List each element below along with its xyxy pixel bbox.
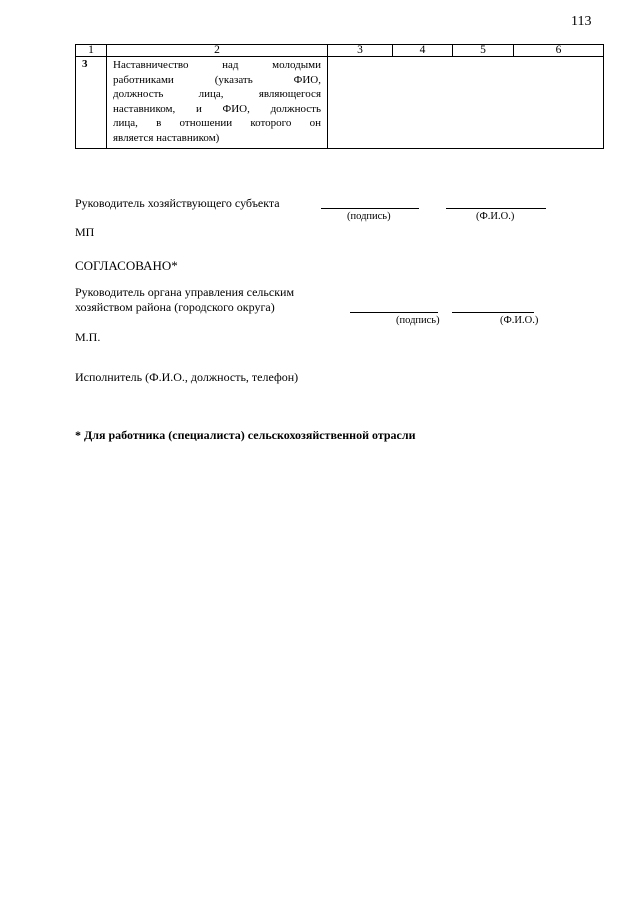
agency-label-line2: хозяйством района (городского округа) <box>75 300 275 314</box>
signature-line <box>321 208 419 209</box>
agreed-heading: СОГЛАСОВАНО* <box>75 258 178 273</box>
row-description <box>107 57 328 149</box>
signature-caption: (подпись) <box>396 315 440 326</box>
fio-caption: (Ф.И.О.) <box>476 211 515 222</box>
fio-line <box>446 208 546 209</box>
signature-caption: (подпись) <box>347 211 391 222</box>
merged-empty-cell <box>328 57 604 149</box>
footnote: * Для работника (специалиста) сельскохозяйственной отрасли <box>75 428 416 442</box>
column-header: 3 <box>328 45 393 57</box>
head-signature-label: Руководитель хозяйствующего субъекта <box>75 196 280 210</box>
column-header: 4 <box>393 45 453 57</box>
description-line: Наставничество над молодыми <box>113 59 321 71</box>
fio-line <box>452 312 534 313</box>
executor-label: Исполнитель (Ф.И.О., должность, телефон) <box>75 370 299 384</box>
column-header: 2 <box>107 45 328 57</box>
stamp-place-label: М.П. <box>75 330 101 344</box>
table-header-row <box>76 45 604 57</box>
description-line: лица, в отношении которого он <box>113 117 321 129</box>
report-table <box>75 44 604 149</box>
agency-label-line1: Руководитель органа управления сельским <box>75 285 295 299</box>
column-header: 1 <box>76 45 107 57</box>
description-line: должность лица, являющегося <box>113 88 321 100</box>
signature-line <box>350 312 438 313</box>
description-line: является наставником) <box>113 131 220 144</box>
page-number: 113 <box>571 14 592 29</box>
description-line: наставником, и ФИО, должность <box>113 102 321 115</box>
row-number: 3 <box>76 57 107 149</box>
fio-caption: (Ф.И.О.) <box>500 315 539 326</box>
description-line: работниками (указать ФИО, <box>113 73 321 86</box>
column-header: 6 <box>514 45 604 57</box>
table-row <box>76 57 604 149</box>
stamp-place-label: МП <box>75 225 95 239</box>
column-header: 5 <box>453 45 514 57</box>
